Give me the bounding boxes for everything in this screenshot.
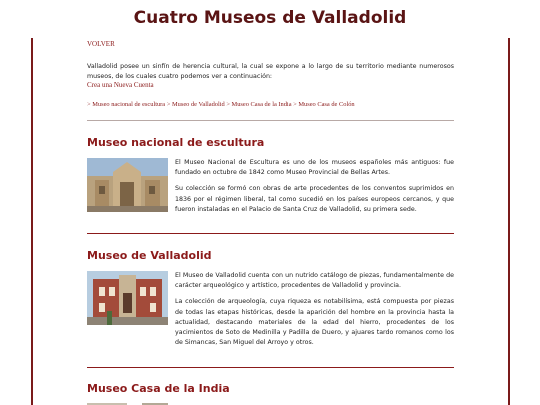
section-title: Museo Casa de la India: [87, 382, 230, 395]
museo-valladolid-photo: [87, 271, 168, 325]
right-border-rail: [508, 38, 510, 405]
section-text: [175, 158, 454, 221]
breadcrumb: [87, 101, 355, 108]
section-paragraph: Su colección se formó con obras de arte procedentes de los conventos suprimidos en 1836 por el régimen liberal, tal como sucedió en los países europeos cercanos, y que fueron instaladas en el Palacio de Santa Cruz de Valladolid, su primera sede.: [175, 185, 454, 213]
section-paragraph: El Museo Nacional de Escultura es uno de los museos españoles más antiguos: fue fundado en octubre de 1842 como Museo Provincial de Bellas Artes.: [175, 159, 454, 177]
breadcrumb-link-casa-colon[interactable]: > Museo Casa de Colón: [293, 101, 355, 108]
section-paragraph: La colección de arqueología, cuya riqueza es notabilísima, está compuesta por piezas de todas las etapas históricas, desde la aparición del hombre en la provincia hasta la actualidad, destacando materiales de la edad del hierro, procedentes de los yacimientos de Soto de Medinilla y Padilla de Duero, y ajuares tardo romanos como los de Simancas, San Miguel del Arroyo y otros.: [175, 298, 454, 347]
back-link[interactable]: VOLVER: [87, 40, 115, 48]
divider: [87, 120, 454, 121]
breadcrumb-link-valladolid[interactable]: > Museo de Valladolid: [166, 101, 225, 108]
section-divider: [87, 233, 454, 234]
intro-text: Valladolid posee un sinfín de herencia cultural, la cual se expone a lo largo de su territorio mediante numerosos museos, de los cuales cuatro podemos ver a continuación:: [87, 63, 454, 81]
section-divider: [87, 367, 454, 368]
create-account-link[interactable]: Crea una Nueva Cuenta: [87, 81, 154, 89]
section-title: Museo de Valladolid: [87, 249, 212, 262]
museo-escultura-photo: [87, 158, 168, 212]
section-title: Museo nacional de escultura: [87, 136, 265, 149]
section-paragraph: El Museo de Valladolid cuenta con un nutrido catálogo de piezas, fundamentalmente de carácter arqueológico y artístico, procedentes de Valladolid y provincia.: [175, 272, 454, 290]
breadcrumb-link-escultura[interactable]: > Museo nacional de escultura: [87, 101, 166, 108]
site-title: Cuatro Museos de Valladolid: [133, 8, 407, 28]
breadcrumb-link-casa-india[interactable]: > Museo Casa de la India: [226, 101, 292, 108]
section-text: [175, 271, 454, 354]
left-border-rail: [31, 38, 33, 405]
